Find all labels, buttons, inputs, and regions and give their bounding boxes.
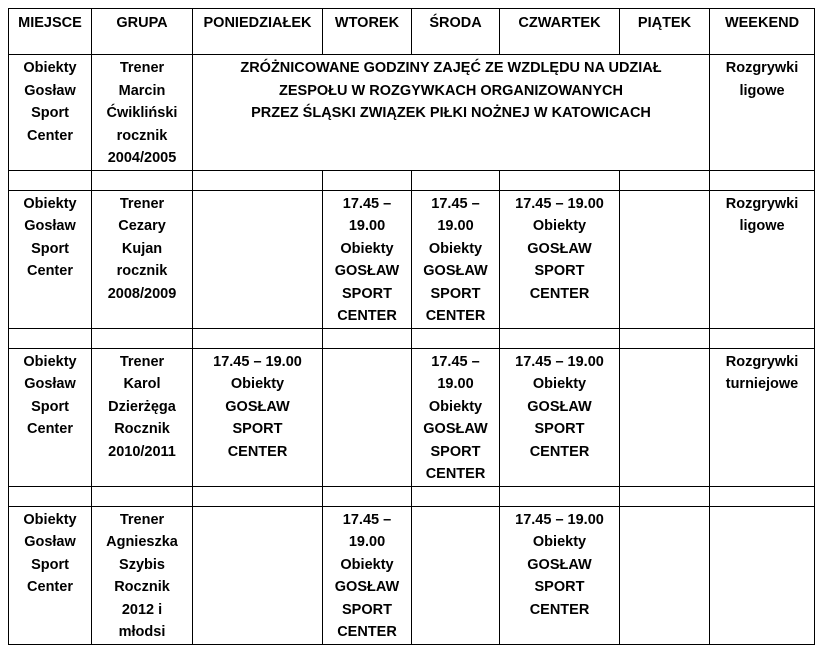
cell-poniedzialek [193,190,323,328]
cell-weekend: Rozgrywki ligowe [710,55,815,171]
spacer-row [9,486,815,506]
cell-czwartek: 17.45 – 19.00 Obiekty GOSŁAW SPORT CENTER [500,348,620,486]
cell-miejsce: Obiekty Gosław Sport Center [9,190,92,328]
schedule-document [8,8,815,645]
header-grupa: GRUPA [92,9,193,55]
cell-grupa: Trener Karol Dzierżęga Rocznik 2010/2011 [92,348,193,486]
cell-poniedzialek: 17.45 – 19.00 Obiekty GOSŁAW SPORT CENTER [193,348,323,486]
cell-wtorek: 17.45 – 19.00 Obiekty GOSŁAW SPORT CENTER [323,506,412,644]
spacer-row [9,170,815,190]
cell-weekend [710,506,815,644]
merged-schedule-note: ZRÓŻNICOWANE GODZINY ZAJĘĆ ZE WZDLĘDU NA UDZIAŁ ZESPOŁU W ROZGYWKACH ORGANIZOWANYCH PRZEZ ŚLĄSKI ZWIĄZEK PIŁKI NOŻNEJ W KATOWICACH [193,55,710,171]
cell-grupa: Trener Marcin Ćwikliński rocznik 2004/2005 [92,55,193,171]
cell-sroda [412,506,500,644]
header-wtorek: WTOREK [323,9,412,55]
cell-piatek [620,506,710,644]
cell-poniedzialek [193,506,323,644]
table-row [9,190,815,328]
cell-grupa: Trener Agnieszka Szybis Rocznik 2012 i młodsi [92,506,193,644]
spacer-row [9,328,815,348]
cell-weekend: Rozgrywki ligowe [710,190,815,328]
cell-miejsce: Obiekty Gosław Sport Center [9,348,92,486]
cell-grupa: Trener Cezary Kujan rocznik 2008/2009 [92,190,193,328]
table-row [9,348,815,486]
cell-wtorek: 17.45 – 19.00 Obiekty GOSŁAW SPORT CENTER [323,190,412,328]
header-poniedzialek: PONIEDZIAŁEK [193,9,323,55]
cell-miejsce: Obiekty Gosław Sport Center [9,506,92,644]
schedule-table [8,8,815,645]
header-row [9,9,815,55]
cell-czwartek: 17.45 – 19.00 Obiekty GOSŁAW SPORT CENTER [500,506,620,644]
header-sroda: ŚRODA [412,9,500,55]
table-row [9,506,815,644]
cell-weekend: Rozgrywki turniejowe [710,348,815,486]
cell-czwartek: 17.45 – 19.00 Obiekty GOSŁAW SPORT CENTER [500,190,620,328]
cell-sroda: 17.45 – 19.00 Obiekty GOSŁAW SPORT CENTER [412,190,500,328]
header-piatek: PIĄTEK [620,9,710,55]
cell-piatek [620,348,710,486]
header-miejsce: MIEJSCE [9,9,92,55]
table-row [9,55,815,171]
cell-piatek [620,190,710,328]
header-weekend: WEEKEND [710,9,815,55]
cell-sroda: 17.45 – 19.00 Obiekty GOSŁAW SPORT CENTER [412,348,500,486]
cell-miejsce: Obiekty Gosław Sport Center [9,55,92,171]
header-czwartek: CZWARTEK [500,9,620,55]
cell-wtorek [323,348,412,486]
